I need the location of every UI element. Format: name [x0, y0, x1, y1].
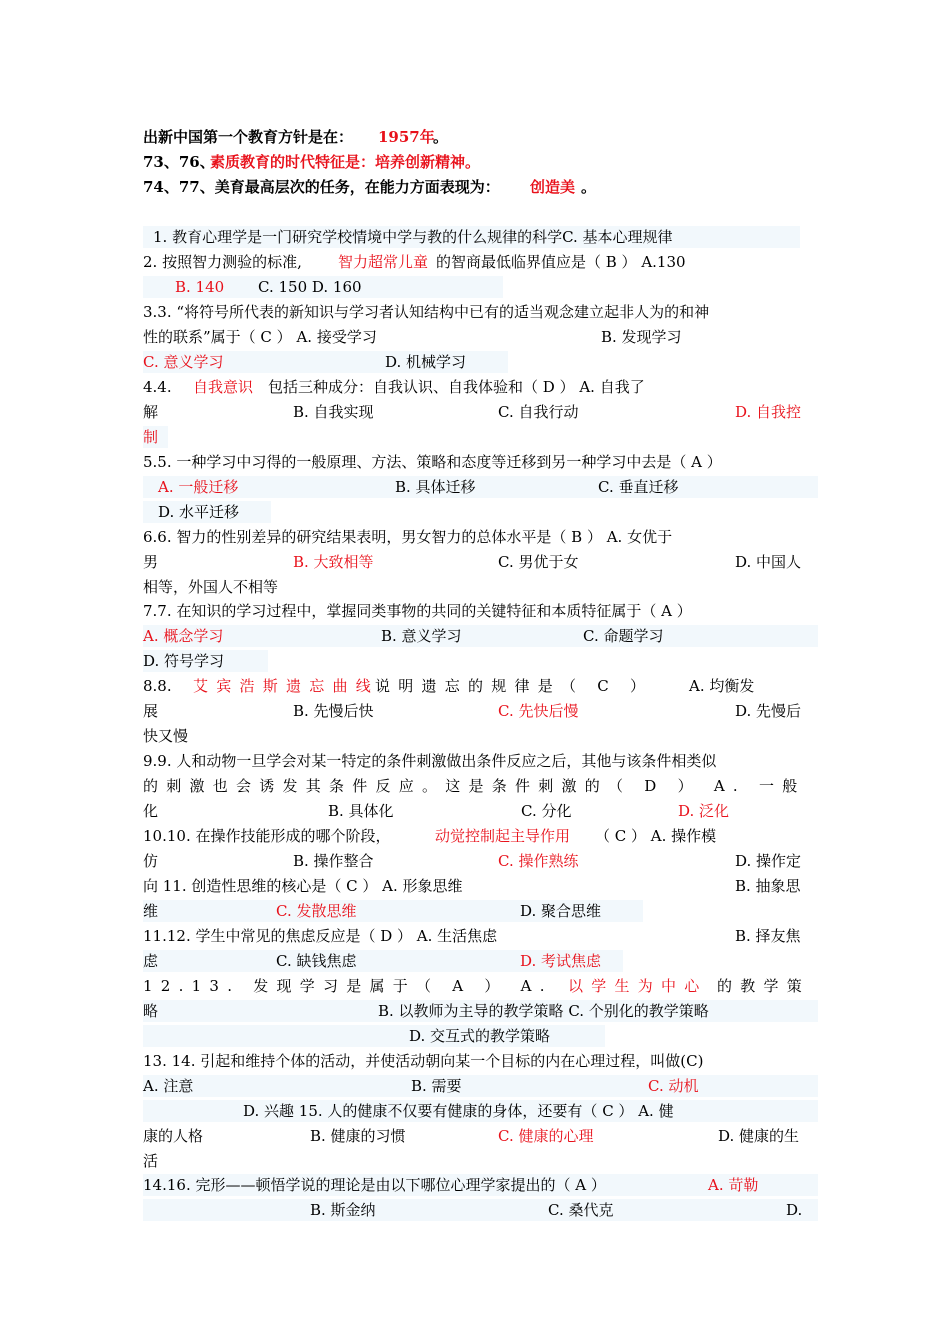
- text-line: [143, 825, 823, 847]
- highlighted-answer-text: C. 动机: [648, 1077, 699, 1095]
- line-text: （ C ） A. 操作模: [595, 827, 717, 845]
- line-text: C. 命题学习: [583, 627, 664, 645]
- text-line: [143, 151, 823, 173]
- highlighted-answer-text: B. 140: [175, 278, 225, 296]
- highlighted-answer-text: 以学生为中心: [568, 977, 708, 995]
- line-text: 活: [143, 1152, 159, 1170]
- line-text: A. 均衡发: [689, 677, 755, 695]
- line-text: D. 交互式的教学策略: [409, 1027, 551, 1045]
- text-line: [143, 1100, 818, 1122]
- line-text: 的智商最低临界值应是（ B ） A.130: [436, 253, 686, 271]
- text-line: [143, 1150, 823, 1172]
- text-line: [143, 451, 823, 473]
- line-text: B. 健康的习惯: [310, 1127, 406, 1145]
- line-text: B. 具体化: [328, 802, 394, 820]
- highlighted-answer-text: D. 自我控: [735, 403, 802, 421]
- text-line: [143, 800, 823, 822]
- line-text: 性的联系”属于（ C ） A. 接受学习: [143, 328, 377, 346]
- highlighted-answer-text: A. 一般迁移: [158, 478, 239, 496]
- text-line: [143, 276, 503, 298]
- line-text: 展: [143, 702, 159, 720]
- line-text: 略: [143, 1002, 159, 1020]
- line-text: C. 男优于女: [498, 553, 579, 571]
- text-line: [143, 1025, 605, 1047]
- line-text: 仿: [143, 852, 159, 870]
- text-line: [143, 526, 823, 548]
- highlighted-answer-text: 素质教育的时代特征是：培养创新精神。: [210, 153, 481, 171]
- text-line: [143, 625, 818, 647]
- text-line: [143, 675, 823, 697]
- line-text: 。: [433, 128, 449, 146]
- line-text: B. 自我实现: [293, 403, 374, 421]
- line-text: A. 注意: [143, 1077, 194, 1095]
- line-text: 11.12. 学生中常见的焦虑反应是（ D ） A. 生活焦虑: [143, 927, 498, 945]
- line-text: 5.5. 一种学习中习得的一般原理、方法、策略和态度等迁移到另一种学习中去是（ A ）: [143, 453, 722, 471]
- highlighted-answer-text: 动觉控制起主导作用: [435, 827, 571, 845]
- text-line: [143, 176, 823, 198]
- line-text: D. 健康的生: [718, 1127, 800, 1145]
- highlighted-answer-text: B. 大致相等: [293, 553, 374, 571]
- line-text: 化: [143, 802, 159, 820]
- line-text: 14.16. 完形——顿悟学说的理论是由以下哪位心理学家提出的（ A ）: [143, 1176, 606, 1194]
- text-line: [143, 850, 823, 872]
- line-text: D. 聚合思维: [520, 902, 602, 920]
- line-text: 13. 14. 引起和维持个体的活动，并使活动朝向某一个目标的内在心理过程，叫做(C): [143, 1052, 704, 1070]
- line-text: B. 斯金纳: [310, 1201, 376, 1219]
- text-line: [143, 426, 168, 448]
- line-text: C. 自我行动: [498, 403, 579, 421]
- line-text: C. 150 D. 160: [258, 278, 362, 296]
- line-text: 74、77、美育最高层次的任务，在能力方面表现为：: [143, 178, 500, 196]
- line-text: 的刺激也会诱发其条件反应。这是条件刺激的（ D ） A. 一般: [143, 777, 806, 795]
- highlighted-answer-text: 1957年: [378, 128, 435, 146]
- line-text: 的教学策: [717, 977, 811, 995]
- text-line: [143, 301, 823, 323]
- line-text: 7.7. 在知识的学习过程中，掌握同类事物的共同的关键特征和本质特征属于（ A ）: [143, 602, 692, 620]
- line-text: D. 机械学习: [385, 353, 467, 371]
- line-text: B. 具体迁移: [395, 478, 476, 496]
- text-line: [143, 1050, 823, 1072]
- line-text: 向 11. 创造性思维的核心是（ C ） A. 形象思维: [143, 877, 463, 895]
- line-text: 9.9. 人和动物一旦学会对某一特定的条件刺激做出条件反应之后，其他与该条件相类似: [143, 752, 717, 770]
- text-line: [143, 600, 823, 622]
- highlighted-answer-text: C. 健康的心理: [498, 1127, 594, 1145]
- line-text: 相等，外国人不相等: [143, 578, 279, 596]
- line-text: 解: [143, 403, 159, 421]
- text-line: [143, 326, 823, 348]
- line-text: B. 以教师为主导的教学策略 C. 个别化的教学策略: [378, 1002, 709, 1020]
- highlighted-answer-text: A. 苛勒: [708, 1176, 759, 1194]
- line-text: C. 垂直迁移: [598, 478, 679, 496]
- text-line: [143, 576, 823, 598]
- line-text: 10.10. 在操作技能形成的哪个阶段，: [143, 827, 391, 845]
- line-text: D. 兴趣 15. 人的健康不仅要有健康的身体，还要有（ C ） A. 健: [243, 1102, 674, 1120]
- line-text: 73、76、: [143, 153, 215, 171]
- text-line: [143, 1174, 818, 1196]
- line-text: B. 抽象思: [735, 877, 801, 895]
- line-text: C. 缺钱焦虑: [276, 952, 357, 970]
- text-line: [143, 900, 643, 922]
- highlighted-answer-text: D. 考试焦虑: [520, 952, 602, 970]
- text-line: [143, 251, 823, 273]
- text-line: [143, 1199, 818, 1221]
- text-line: [143, 376, 823, 398]
- highlighted-answer-text: 自我意识: [193, 378, 254, 396]
- line-text: B. 先慢后快: [293, 702, 374, 720]
- line-text: 1. 教育心理学是一门研究学校情境中学与教的什么规律的科学C. 基本心理规律: [153, 228, 673, 246]
- highlighted-answer-text: C. 操作熟练: [498, 852, 579, 870]
- highlighted-answer-text: C. 先快后慢: [498, 702, 579, 720]
- text-line: [143, 950, 623, 972]
- text-line: [143, 650, 268, 672]
- text-line: [143, 351, 508, 373]
- highlighted-answer-text: C. 意义学习: [143, 353, 224, 371]
- line-text: 8.8.: [143, 677, 172, 695]
- text-line: [143, 476, 818, 498]
- highlighted-answer-text: 智力超常儿童: [338, 253, 429, 271]
- line-text: B. 操作整合: [293, 852, 374, 870]
- text-line: [143, 226, 800, 248]
- line-text: C. 分化: [521, 802, 572, 820]
- line-text: 12.13. 发现学习是属于（ A ） A.: [143, 977, 553, 995]
- line-text: 虑: [143, 952, 159, 970]
- line-text: D. 中国人: [735, 553, 802, 571]
- line-text: 快又慢: [143, 727, 189, 745]
- text-line: [143, 750, 823, 772]
- text-line: [143, 501, 271, 523]
- line-text: 说明遗忘的规律是（ C ）: [375, 677, 654, 695]
- line-text: 3.3. “将符号所代表的新知识与学习者认知结构中已有的适当观念建立起非人为的和神: [143, 303, 710, 321]
- line-text: B. 发现学习: [601, 328, 682, 346]
- line-text: 4.4.: [143, 378, 172, 396]
- line-text: 男: [143, 553, 159, 571]
- text-line: [143, 700, 823, 722]
- line-text: 维: [143, 902, 159, 920]
- highlighted-answer-text: A. 概念学习: [143, 627, 224, 645]
- text-line: [143, 401, 823, 423]
- line-text: B. 需要: [411, 1077, 462, 1095]
- line-text: 包括三种成分：自我认识、自我体验和（ D ） A. 自我了: [268, 378, 645, 396]
- line-text: 6.6. 智力的性别差异的研究结果表明，男女智力的总体水平是（ B ） A. 女优于: [143, 528, 673, 546]
- text-line: [143, 725, 823, 747]
- line-text: D. 符号学习: [143, 652, 225, 670]
- text-line: [143, 1075, 818, 1097]
- text-line: [143, 875, 823, 897]
- text-line: [143, 925, 823, 947]
- line-text: B. 意义学习: [381, 627, 462, 645]
- line-text: C. 桑代克: [548, 1201, 614, 1219]
- highlighted-answer-text: 创造美: [530, 178, 576, 196]
- highlighted-answer-text: D. 泛化: [678, 802, 730, 820]
- text-line: [143, 551, 823, 573]
- line-text: D. 水平迁移: [158, 503, 240, 521]
- text-line: [143, 975, 823, 997]
- line-text: 康的人格: [143, 1127, 204, 1145]
- line-text: D. 操作定: [735, 852, 802, 870]
- line-text: D.: [786, 1201, 803, 1219]
- line-text: B. 择友焦: [735, 927, 801, 945]
- highlighted-answer-text: C. 发散思维: [276, 902, 357, 920]
- text-line: [143, 1125, 823, 1147]
- line-text: 2. 按照智力测验的标准,: [143, 253, 302, 271]
- text-line: [143, 126, 823, 148]
- line-text: 出新中国第一个教育方针是在：: [143, 128, 354, 146]
- highlighted-answer-text: 艾宾浩斯遗忘曲线: [193, 677, 380, 695]
- text-line: [143, 1000, 818, 1022]
- line-text: 。: [581, 178, 597, 196]
- text-line: [143, 775, 823, 797]
- highlighted-answer-text: 制: [143, 428, 159, 446]
- line-text: D. 先慢后: [735, 702, 802, 720]
